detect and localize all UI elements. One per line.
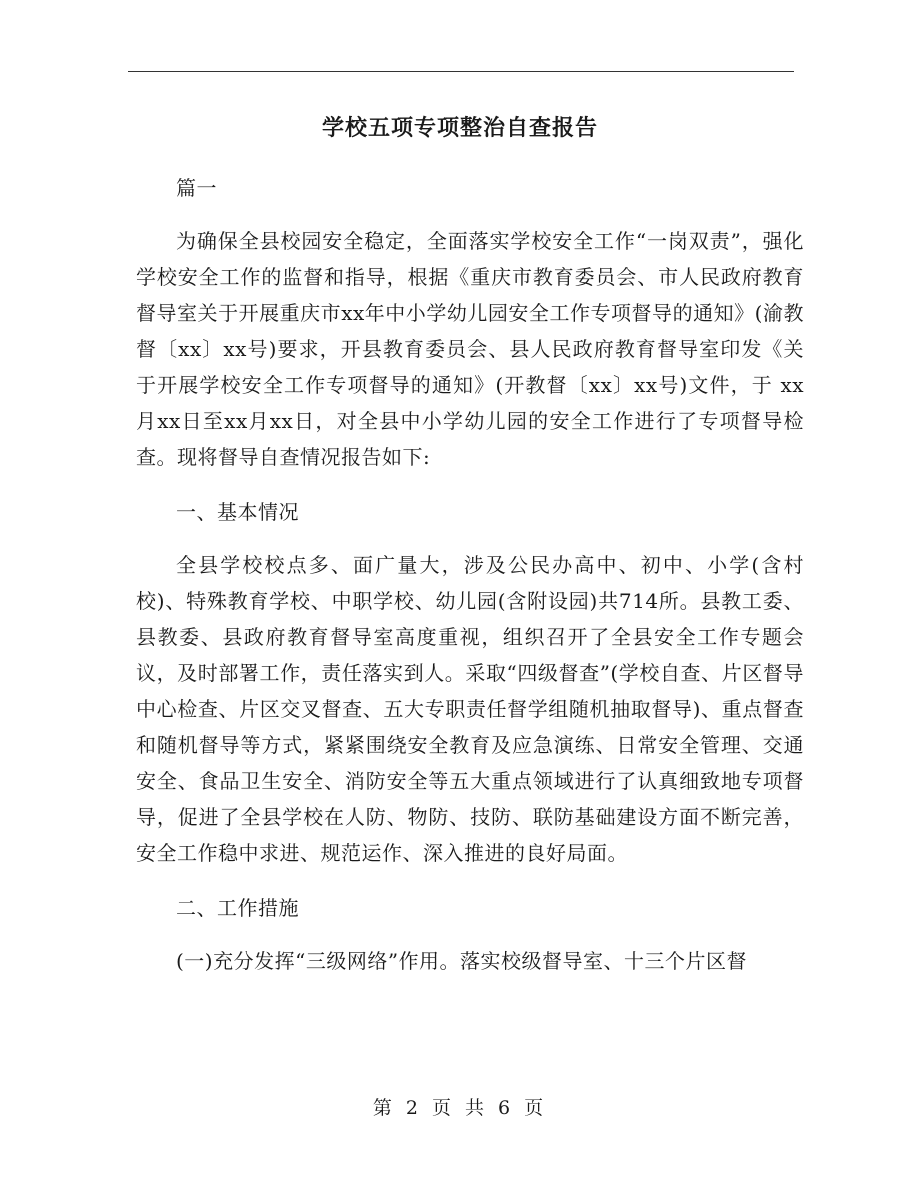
basic-situation-paragraph: 全县学校校点多、面广量大，涉及公民办高中、初中、小学(含村校)、特殊教育学校、中职学校、幼儿园(含附设园)共714所。县教工委、县教委、县政府教育督导室高度重视，组织召开了全县安全工作专题会议，及时部署工作，责任落实到人。采取“四级督查”(学校自查、片区督导中心检查、片区交叉督查、五大专职责任督学组随机抽取督导)、重点督查和随机督导等方式，紧紧围绕安全教育及应急演练、日常安全管理、交通安全、食品卫生安全、消防安全等五大重点领域进行了认真细致地专项督导，促进了全县学校在人防、物防、技防、联防基础建设方面不断完善，安全工作稳中求进、规范运作、深入推进的良好局面。 [136, 553, 804, 865]
header-rule [128, 71, 794, 72]
document-title: 学校五项专项整治自查报告 [321, 115, 598, 141]
document-body [136, 170, 804, 998]
section-heading-basic-situation: 一、基本情况 [176, 500, 299, 524]
section-label-part-one: 篇一 [176, 176, 217, 200]
page-number-footer: 第 2 页 共 6 页 [372, 1097, 548, 1119]
work-measures-paragraph: (一)充分发挥“三级网络”作用。落实校级督导室、十三个片区督 [176, 949, 748, 973]
section-heading-work-measures: 二、工作措施 [176, 896, 299, 920]
intro-paragraph: 为确保全县校园安全稳定，全面落实学校安全工作“一岗双责”，强化学校安全工作的监督和指导，根据《重庆市教育委员会、市人民政府教育督导室关于开展重庆市xx年中小学幼儿园安全工作专项督导的通知》(渝教督〔xx〕xx号)要求，开县教育委员会、县人民政府教育督导室印发《关于开展学校安全工作专项督导的通知》(开教督〔xx〕xx号)文件，于 xx月xx日至xx月xx日，对全县中小学幼儿园的安全工作进行了专项督导检查。现将督导自查情况报告如下: [136, 229, 804, 469]
